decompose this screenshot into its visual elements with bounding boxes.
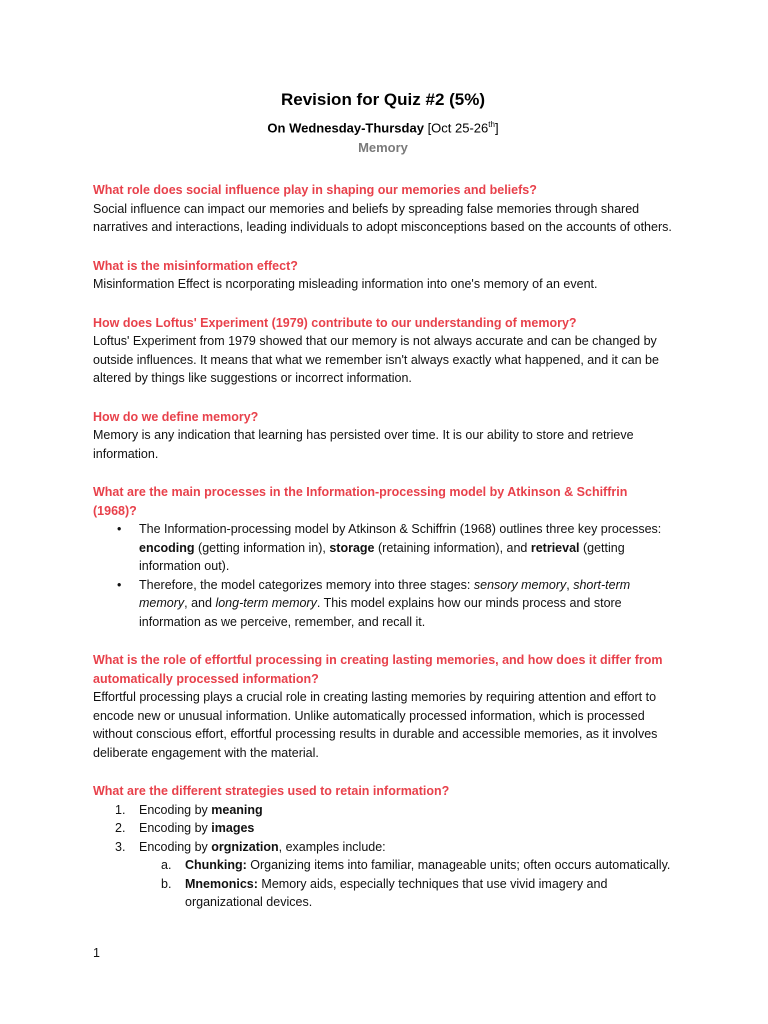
list-item-text: (getting information out). xyxy=(139,540,625,574)
list-item-text: (getting information in), xyxy=(194,540,330,555)
lettered-sublist xyxy=(139,856,673,912)
list-item xyxy=(115,801,673,820)
list-item-text: The Information-processing model by Atkinson & Schiffrin (1968) outlines three key processes: xyxy=(139,522,662,537)
answer-paragraph: Misinformation Effect is ncorporating misleading information into one's memory of an event. xyxy=(93,277,598,292)
sublist-text: Memory aids, especially techniques that use vivid imagery and organizational devices. xyxy=(185,876,608,910)
document-title: Revision for Quiz #2 (5%) xyxy=(280,90,486,109)
list-item xyxy=(117,520,673,576)
list-item-term: meaning xyxy=(211,802,263,817)
list-item-term: orgnization xyxy=(211,839,279,854)
bullet-list xyxy=(93,520,673,631)
term-long-term-memory: long-term memory xyxy=(215,596,317,611)
subtitle-bracket-close: ] xyxy=(494,120,499,136)
list-item xyxy=(117,576,673,632)
list-item-text: . This model explains how our minds process and store information as we perceive, remember, and recall it. xyxy=(139,596,622,629)
term-storage: storage xyxy=(329,540,375,555)
section-effortful-processing xyxy=(93,651,673,762)
list-item-text: Encoding by xyxy=(139,821,212,836)
list-number: 2. xyxy=(115,821,126,836)
question-heading: How do we define memory? xyxy=(93,409,259,424)
answer-paragraph: Loftus' Experiment from 1979 showed that our memory is not always accurate and can be changed by outside influences. It means that what we remember isn't always exactly what happened, and it can be altered by things like suggestions or incorrect information. xyxy=(93,334,659,386)
sublist-letter: a. xyxy=(161,858,172,873)
section-misinformation-effect xyxy=(93,257,673,294)
term-short-term-memory: short-term memory xyxy=(139,577,631,611)
document-page xyxy=(93,88,673,912)
section-loftus-experiment xyxy=(93,314,673,388)
list-item xyxy=(115,838,673,912)
question-heading: What is the role of effortful processing in creating lasting memories, and how does it differ from automatically processed information? xyxy=(93,653,663,686)
sublist-text: Organizing items into familiar, manageable units; often occurs automatically. xyxy=(246,858,671,873)
list-item-text: , xyxy=(566,577,574,592)
bullet-icon: • xyxy=(117,577,122,592)
subtitle-superscript: th xyxy=(488,120,495,129)
sublist-term: Chunking: xyxy=(185,858,247,873)
section-retention-strategies xyxy=(93,782,673,912)
list-number: 1. xyxy=(115,802,126,817)
list-number: 3. xyxy=(115,839,126,854)
list-item-text: (retaining information), and xyxy=(374,540,531,555)
question-heading: How does Loftus' Experiment (1979) contribute to our understanding of memory? xyxy=(93,315,577,330)
bullet-icon: • xyxy=(117,522,122,537)
sublist-item xyxy=(161,875,673,912)
list-item-text: , and xyxy=(184,596,216,611)
section-social-influence xyxy=(93,181,673,237)
sublist-letter: b. xyxy=(161,876,172,891)
section-define-memory xyxy=(93,408,673,464)
term-retrieval: retrieval xyxy=(530,540,580,555)
question-heading: What are the main processes in the Information-processing model by Atkinson & Schiffrin (1968)? xyxy=(93,485,628,518)
subtitle-bracket-open: [Oct 25-26 xyxy=(427,120,489,136)
list-item-text: Encoding by xyxy=(139,839,212,854)
sublist-term: Mnemonics: xyxy=(185,876,258,891)
sublist-item xyxy=(161,856,673,875)
list-item-text: Encoding by xyxy=(139,802,212,817)
list-item-text: Therefore, the model categorizes memory into three stages: xyxy=(139,577,474,592)
term-sensory-memory: sensory memory xyxy=(473,577,567,592)
answer-paragraph: Effortful processing plays a crucial role in creating lasting memories by requiring attention and effort to encode new or unusual information. Unlike automatically processed information, which is processed without conscious effort, effortful processing results in durable and accessible memories, as it involves deliberate engagement with the material. xyxy=(93,690,658,760)
answer-paragraph: Memory is any indication that learning has persisted over time. It is our ability to store and retrieve information. xyxy=(93,428,634,461)
list-item-term: images xyxy=(211,821,255,836)
term-encoding: encoding xyxy=(139,540,195,555)
answer-paragraph: Social influence can impact our memories and beliefs by spreading false memories through shared narratives and interactions, leading individuals to adopt misconceptions based on the accounts of others. xyxy=(93,201,672,235)
section-information-processing xyxy=(93,483,673,631)
list-item-text: , examples include: xyxy=(278,839,386,854)
question-heading: What are the different strategies used to retain information? xyxy=(93,784,450,799)
numbered-list xyxy=(93,801,673,912)
list-item xyxy=(115,819,673,838)
question-heading: What role does social influence play in shaping our memories and beliefs? xyxy=(93,183,537,198)
document-topic: Memory xyxy=(358,140,408,156)
page-number: 1 xyxy=(93,946,100,960)
document-subtitle xyxy=(93,116,673,137)
subtitle-date-label: On Wednesday-Thursday xyxy=(267,120,428,136)
question-heading: What is the misinformation effect? xyxy=(93,258,298,273)
